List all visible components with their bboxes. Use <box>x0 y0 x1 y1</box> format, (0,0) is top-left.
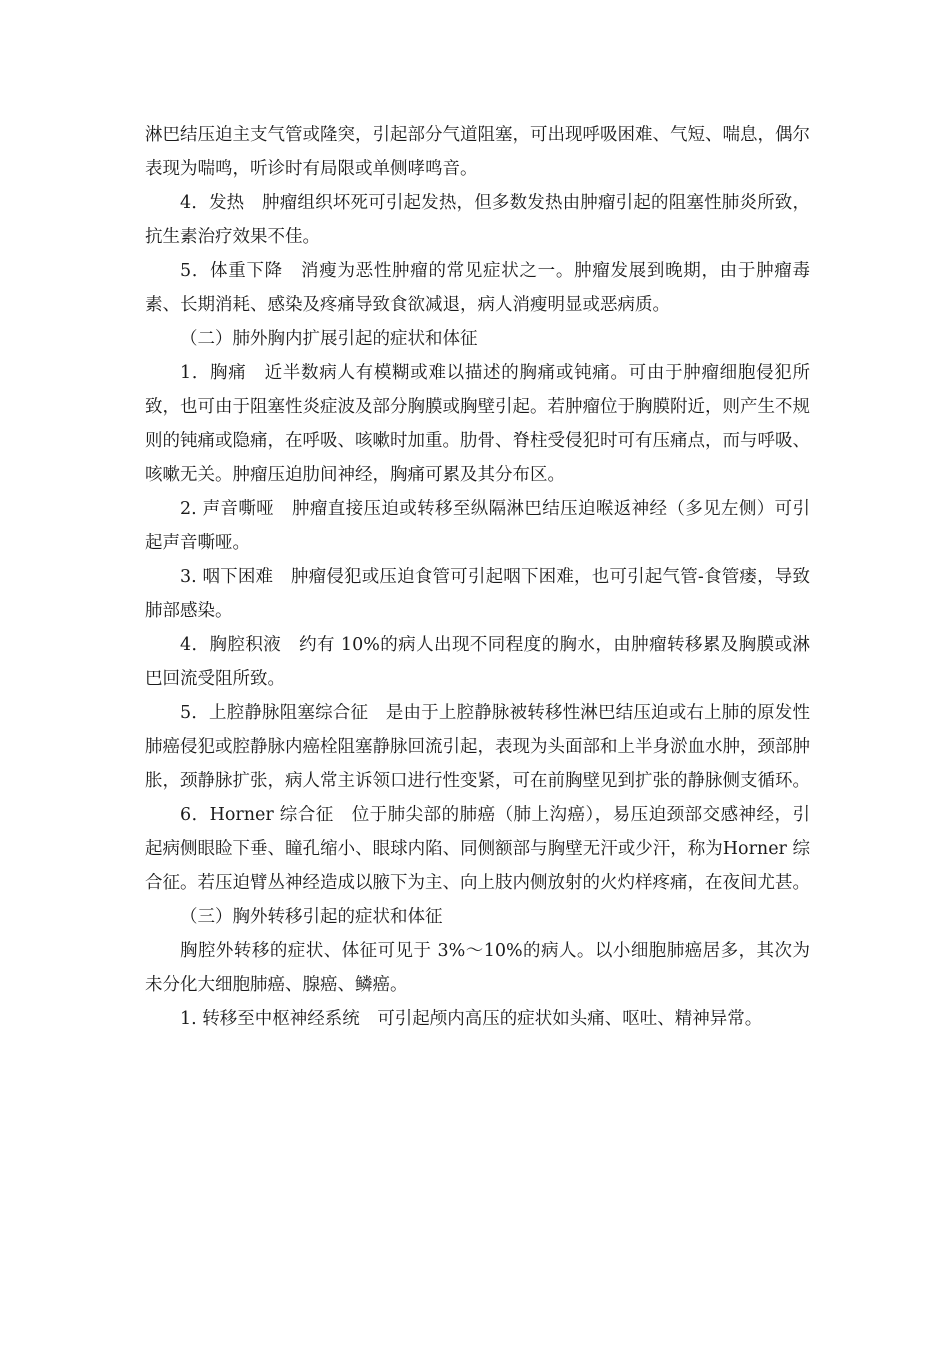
paragraph-weight-loss: 5．体重下降 消瘦为恶性肿瘤的常见症状之一。肿瘤发展到晚期，由于肿瘤毒素、长期消耗、感染及疼痛导致食欲减退，病人消瘦明显或恶病质。 <box>145 261 810 315</box>
paragraph-hoarseness: 2. 声音嘶哑 肿瘤直接压迫或转移至纵隔淋巴结压迫喉返神经（多见左侧）可引起声音嘶哑。 <box>145 499 810 553</box>
paragraph-horner-syndrome: 6．Horner 综合征 位于肺尖部的肺癌（肺上沟癌），易压迫颈部交感神经，引起病侧眼睑下垂、瞳孔缩小、眼球内陷、同侧额部与胸壁无汗或少汗，称为Horner 综合征。若压迫臂丛神经造成以腋下为主、向上肢内侧放射的火灼样疼痛，在夜间尤甚。 <box>145 805 810 893</box>
paragraph-dysphagia: 3. 咽下困难 肿瘤侵犯或压迫食管可引起咽下困难，也可引起气管-食管瘘，导致肺部感染。 <box>145 567 810 621</box>
section-heading-intrathoracic: （二）肺外胸内扩展引起的症状和体征 <box>180 329 478 349</box>
paragraph-cns-metastasis: 1. 转移至中枢神经系统 可引起颅内高压的症状如头痛、呕吐、精神异常。 <box>180 1009 763 1029</box>
section-heading-extrathoracic: （三）胸外转移引起的症状和体征 <box>180 907 443 927</box>
paragraph-chest-pain: 1．胸痛 近半数病人有模糊或难以描述的胸痛或钝痛。可由于肿瘤细胞侵犯所致，也可由于阻塞性炎症波及部分胸膜或胸壁引起。若肿瘤位于胸膜附近，则产生不规则的钝痛或隐痛，在呼吸、咳嗽时加重。肋骨、脊柱受侵犯时可有压痛点，而与呼吸、咳嗽无关。肿瘤压迫肋间神经，胸痛可累及其分布区。 <box>145 363 810 485</box>
paragraph-pleural-effusion: 4．胸腔积液 约有 10%的病人出现不同程度的胸水，由肿瘤转移累及胸膜或淋巴回流受阻所致。 <box>145 635 810 689</box>
paragraph-fever: 4．发热 肿瘤组织坏死可引起发热，但多数发热由肿瘤引起的阻塞性肺炎所致，抗生素治疗效果不佳。 <box>145 193 810 247</box>
body-text <box>145 118 810 1036</box>
paragraph-svc-syndrome: 5．上腔静脉阻塞综合征 是由于上腔静脉被转移性淋巴结压迫或右上肺的原发性肺癌侵犯或腔静脉内癌栓阻塞静脉回流引起，表现为头面部和上半身淤血水肿，颈部肿胀，颈静脉扩张，病人常主诉领口进行性变紧，可在前胸壁见到扩张的静脉侧支循环。 <box>145 703 810 791</box>
paragraph-continuation: 淋巴结压迫主支气管或隆突，引起部分气道阻塞，可出现呼吸困难、气短、喘息，偶尔表现为喘鸣，听诊时有局限或单侧哮鸣音。 <box>145 125 810 179</box>
paragraph-extrathoracic-intro: 胸腔外转移的症状、体征可见于 3%～10%的病人。以小细胞肺癌居多，其次为未分化大细胞肺癌、腺癌、鳞癌。 <box>145 941 810 995</box>
